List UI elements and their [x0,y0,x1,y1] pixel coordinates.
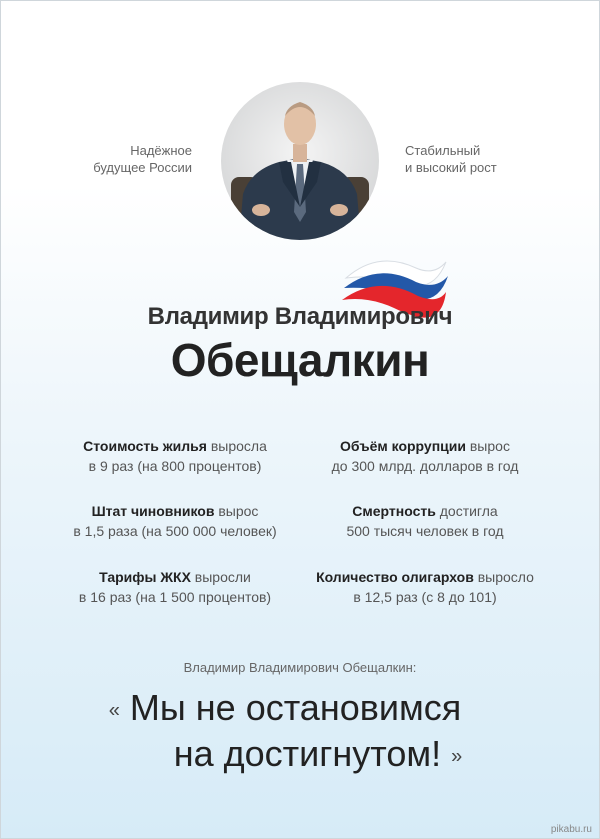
stat-detail: 500 тысяч человек в год [346,523,504,539]
right-note [405,142,545,176]
stat-rest: выросли [190,569,251,585]
quote-attribution: Владимир Владимирович Обещалкин: [183,660,417,675]
last-name: Обещалкин [170,334,430,386]
left-note [60,142,192,176]
quote-line2-text: на достигнутом! [173,733,442,775]
quote-line1-text: Мы не остановимся [129,687,462,728]
stat-rest: выросло [473,569,534,585]
quote [0,686,600,779]
stat-corruption [300,436,550,476]
stat-detail: в 12,5 раз (с 8 до 101) [353,589,497,605]
watermark: pikabu.ru [550,824,592,835]
stat-rest: достигла [435,503,498,519]
stat-bold: Объём коррупции [340,438,466,454]
stat-bold: Смертность [352,503,436,519]
stat-bold: Тарифы ЖКХ [99,569,191,585]
stat-rest: вырос [465,438,510,454]
right-note-line2: и высокий рост [405,160,497,175]
stat-detail: в 1,5 раза (на 500 000 человек) [73,523,277,539]
left-note-line2: будущее России [93,160,192,175]
stat-detail: в 9 раз (на 800 процентов) [88,458,262,474]
stat-housing [50,436,300,476]
stat-officials [50,501,300,541]
stat-rest: вырос [214,503,259,519]
left-note-line1: Надёжное [130,143,192,158]
stat-bold: Стоимость жилья [83,438,207,454]
quote-line2 [0,732,600,778]
stat-bold: Штат чиновников [91,503,215,519]
stat-detail: до 300 млрд. долларов в год [331,458,519,474]
portrait-illustration [221,82,379,240]
stat-detail: в 16 раз (на 1 500 процентов) [78,589,272,605]
quote-line1 [0,686,600,732]
quote-open-mark: « [108,699,120,722]
first-name: Владимир Владимирович [147,303,453,330]
stat-oligarchs [300,567,550,607]
quote-close-mark: » [451,745,463,768]
portrait-photo [221,82,379,240]
right-note-line1: Стабильный [405,143,481,158]
stat-utilities [50,567,300,607]
stat-mortality [300,501,550,541]
stat-rest: выросла [206,438,267,454]
stat-bold: Количество олигархов [316,569,474,585]
